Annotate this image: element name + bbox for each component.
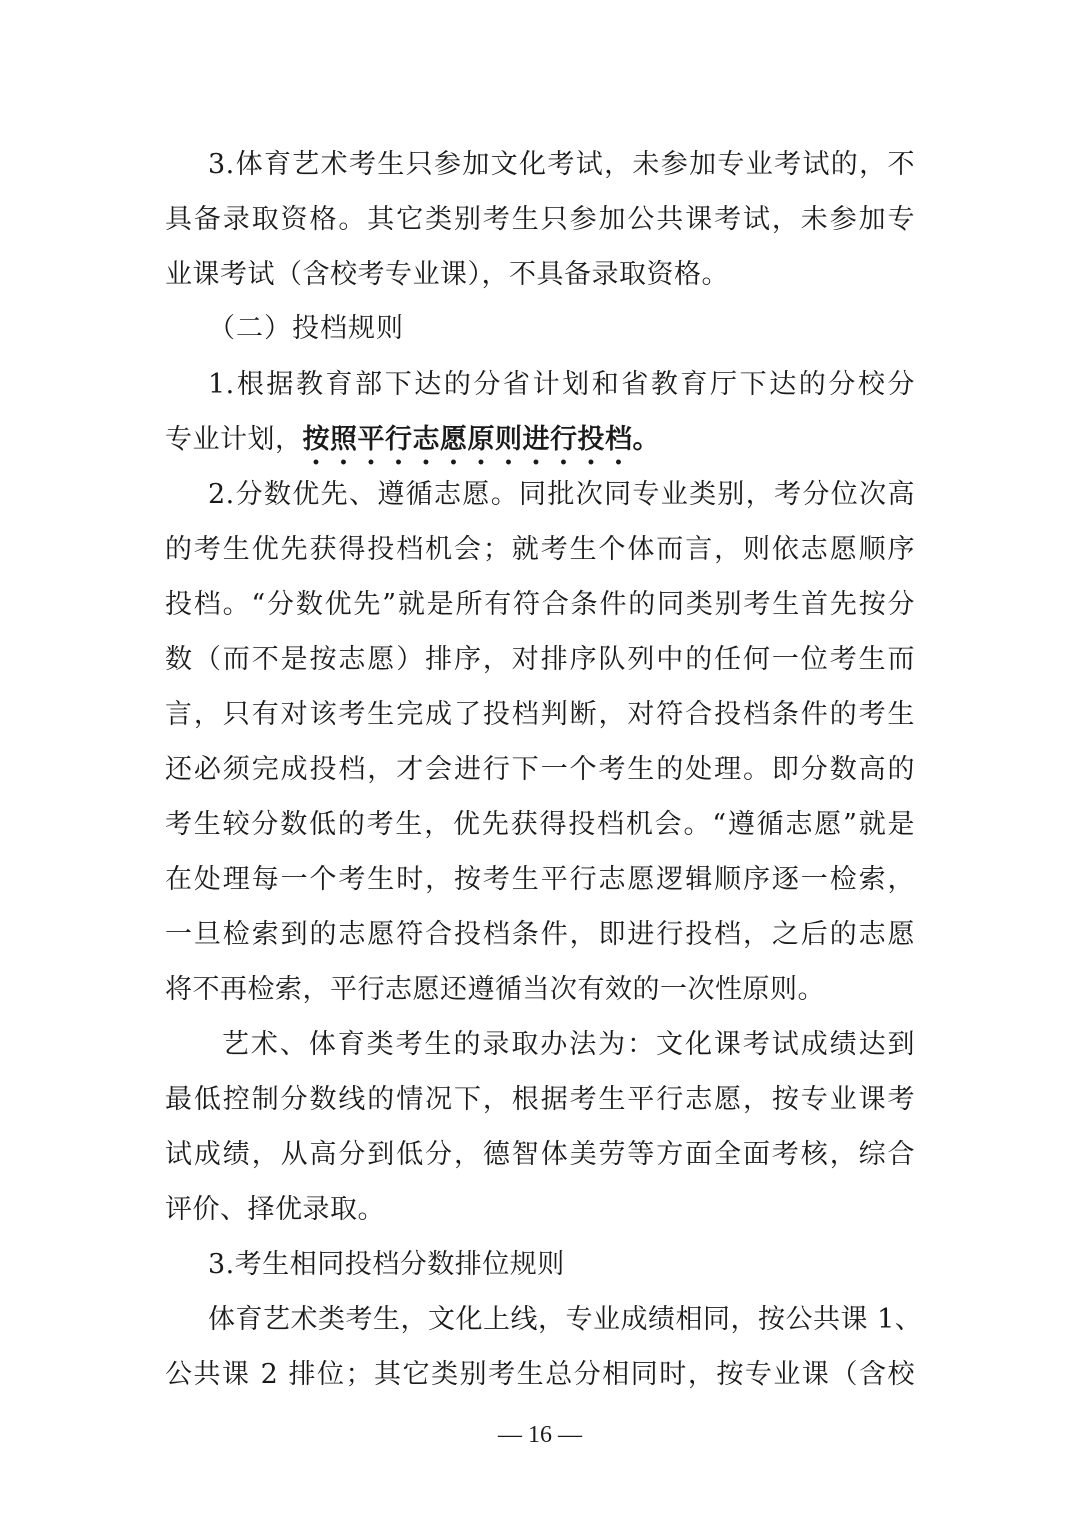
paragraph-line: 具备录取资格。其它类别考生只参加公共课考试，未参加专 (165, 204, 915, 235)
paragraph-line: 言，只有对该考生完成了投档判断，对符合投档条件的考生 (165, 699, 915, 730)
paragraph-line: 还必须完成投档，才会进行下一个考生的处理。即分数高的 (165, 754, 915, 785)
section-heading: （二）投档规则 (208, 313, 404, 344)
paragraph-line: 数（而不是按志愿）排序，对排序队列中的任何一位考生而 (165, 644, 915, 675)
paragraph-line (165, 420, 915, 460)
paragraph-line: 将不再检索，平行志愿还遵循当次有效的一次性原则。 (165, 974, 825, 1005)
paragraph-line: 3.体育艺术考生只参加文化考试，未参加专业考试的，不 (208, 149, 915, 180)
paragraph-line: 1.根据教育部下达的分省计划和省教育厅下达的分校分 (208, 369, 915, 400)
paragraph-line: 业课考试（含校考专业课），不具备录取资格。 (165, 259, 729, 290)
paragraph-line: 一旦检索到的志愿符合投档条件，即进行投档，之后的志愿 (165, 919, 915, 950)
paragraph-line: 投档。“分数优先”就是所有符合条件的同类别考生首先按分 (165, 589, 915, 620)
paragraph-line: 的考生优先获得投档机会；就考生个体而言，则依志愿顺序 (165, 534, 915, 565)
subsection-title: 3.考生相同投档分数排位规则 (208, 1249, 565, 1280)
emphasized-text: 按照平行志愿原则进行投档。 (302, 424, 660, 455)
paragraph-line: 试成绩，从高分到低分，德智体美劳等方面全面考核，综合 (165, 1139, 915, 1170)
paragraph-line: 公共课 2 排位；其它类别考生总分相同时，按专业课（含校 (165, 1359, 915, 1390)
paragraph-line: 考生较分数低的考生，优先获得投档机会。“遵循志愿”就是 (165, 809, 915, 840)
page-number: — 16 — (498, 1422, 582, 1448)
paragraph-line: 体育艺术类考生，文化上线，专业成绩相同，按公共课 1、 (208, 1304, 923, 1335)
paragraph-line: 最低控制分数线的情况下，根据考生平行志愿，按专业课考 (165, 1084, 915, 1115)
paragraph-line: 在处理每一个考生时，按考生平行志愿逻辑顺序逐一检索， (165, 864, 915, 895)
paragraph-line: 艺术、体育类考生的录取办法为：文化课考试成绩达到 (222, 1029, 915, 1060)
plain-text: 专业计划， (165, 424, 303, 455)
paragraph-line: 评价、择优录取。 (165, 1194, 385, 1225)
paragraph-line: 2.分数优先、遵循志愿。同批次同专业类别，考分位次高 (208, 479, 915, 510)
